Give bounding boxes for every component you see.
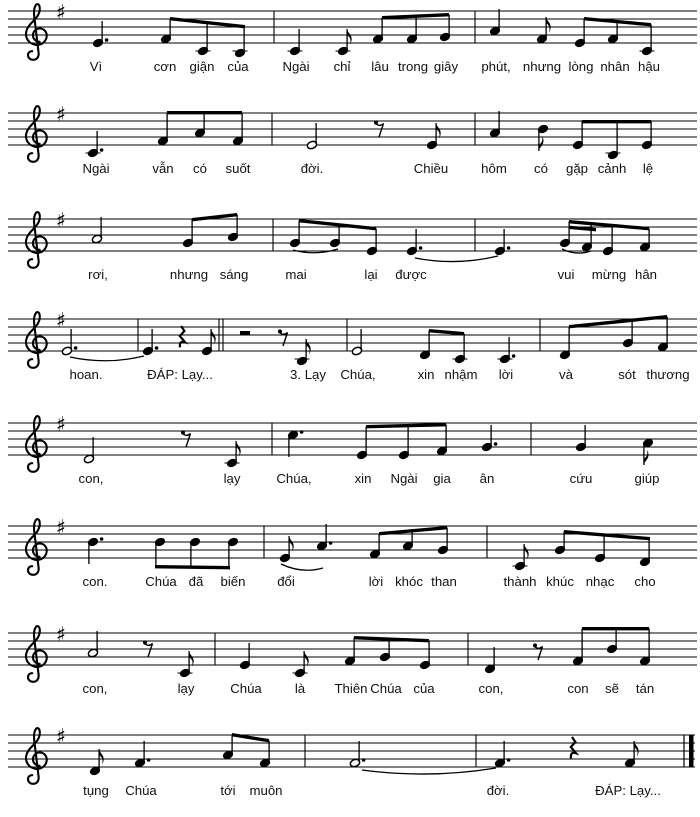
lyric-text: Vì (89, 59, 103, 74)
augmentation-dot (362, 758, 366, 762)
beam (299, 219, 376, 230)
lyric-text: nhân (600, 59, 630, 74)
augmentation-dot (512, 354, 516, 358)
lyric-text: ĐÁP: Lạy... (595, 783, 661, 798)
eighth-rest (181, 430, 185, 434)
treble-clef-icon (26, 4, 47, 60)
lyric-text: trong (397, 59, 429, 74)
key-signature-sharp-icon: ♯ (55, 308, 67, 333)
lyric-text: của (227, 59, 249, 74)
quarter-rest (571, 737, 576, 758)
lyric-text: tụng (83, 783, 109, 798)
lyric-text: hoan. (69, 367, 103, 382)
lyric-text: Chiều (413, 161, 449, 176)
beam (569, 315, 667, 328)
lyric-text: tán (635, 681, 655, 696)
lyric-text: Ngài (390, 471, 418, 486)
lyric-text: Chúa (230, 681, 262, 696)
lyric-text: cảnh (597, 161, 627, 176)
lyric-text: muôn (249, 783, 283, 798)
eighth-flag (524, 544, 529, 560)
eighth-flag (644, 449, 649, 465)
lyric-text: gia (433, 471, 451, 486)
lyric-text: sót (618, 367, 636, 382)
lyric-text: thành (503, 574, 537, 589)
lyric-text: khúc (546, 574, 574, 589)
beam-16th (569, 226, 596, 232)
key-signature-sharp-icon: ♯ (55, 724, 67, 749)
lyric-text: hậu (637, 59, 661, 74)
eighth-flag (289, 536, 294, 552)
quarter-rest (180, 326, 185, 347)
lyric-text: lòng (568, 59, 594, 74)
augmentation-dot (507, 246, 511, 250)
treble-clef-icon (26, 212, 47, 268)
lyric-text: mừng (591, 267, 627, 282)
eighth-flag (306, 339, 311, 355)
lyric-text: đổi (277, 574, 295, 589)
key-signature-sharp-icon: ♯ (55, 515, 67, 540)
key-signature-sharp-icon: ♯ (55, 622, 67, 647)
lyric-text: vẫn (152, 161, 174, 176)
lyric-text: con. (82, 574, 108, 589)
treble-clef-icon (26, 106, 47, 162)
eighth-rest (374, 120, 378, 124)
eighth-flag (236, 441, 241, 457)
beam (366, 423, 446, 428)
eighth-flag (211, 329, 216, 345)
lyric-text: than (431, 574, 457, 589)
eighth-flag (189, 651, 194, 667)
lyric-text: Ngài (82, 161, 110, 176)
augmentation-dot (329, 541, 333, 545)
lyric-text: đời. (300, 161, 324, 176)
lyric-text: lạy (223, 471, 241, 486)
lyric-text: thương (646, 367, 690, 382)
treble-clef-icon (26, 312, 47, 368)
lyric-text: lại (364, 267, 378, 282)
treble-clef-icon (26, 728, 47, 784)
lyric-text: Chúa (125, 783, 157, 798)
lyric-text: lạy (177, 681, 195, 696)
lyric-text: tới (220, 783, 236, 798)
lyric-text: con, (478, 681, 504, 696)
lyric-text: suốt (225, 161, 251, 176)
lyric-text: Chúa, (276, 471, 312, 486)
lyric-text: và (559, 367, 573, 382)
eighth-rest (143, 640, 147, 644)
lyric-text: cứu (569, 471, 593, 486)
lyric-text: là (294, 681, 306, 696)
beam (192, 213, 237, 221)
lyric-text: sáng (219, 267, 249, 282)
beam (564, 530, 650, 540)
lyric-text: 3. Lạy (290, 367, 326, 382)
augmentation-dot (105, 38, 109, 42)
eighth-flag (304, 651, 309, 667)
lyric-text: có (193, 161, 207, 176)
key-signature-sharp-icon: ♯ (55, 208, 67, 233)
lyric-text: giúp (634, 471, 660, 486)
lyric-text: chỉ (333, 59, 351, 74)
treble-clef-icon (26, 519, 47, 575)
eighth-rest (183, 434, 191, 448)
lyric-text: nhưng (522, 59, 562, 74)
key-signature-sharp-icon: ♯ (55, 412, 67, 437)
lyric-text: Thiên (334, 681, 368, 696)
eighth-rest (278, 329, 282, 333)
augmentation-dot (300, 430, 304, 434)
lyric-text: vui (557, 267, 575, 282)
lyric-text: cơn (153, 59, 177, 74)
lyric-text: con, (78, 471, 104, 486)
lyric-text: giận (189, 59, 215, 74)
lyric-text: của (413, 681, 435, 696)
augmentation-dot (419, 246, 423, 250)
key-signature-sharp-icon: ♯ (55, 102, 67, 127)
final-barline-thick (689, 735, 694, 767)
tie (281, 564, 323, 570)
tie (70, 356, 144, 361)
lyric-text: được (395, 267, 427, 282)
lyric-text: nhạc (585, 574, 615, 589)
lyric-text: rơi, (88, 267, 108, 282)
key-signature-sharp-icon: ♯ (55, 0, 67, 25)
treble-clef-icon (26, 626, 47, 682)
beam (429, 329, 464, 335)
lyric-text: có (534, 161, 548, 176)
lyric-text: giây (433, 59, 459, 74)
lyric-text: đã (188, 574, 204, 589)
lyric-text: xin (354, 471, 372, 486)
lyric-text: Chúa, (340, 367, 376, 382)
tie (362, 768, 496, 774)
treble-clef-icon (26, 416, 47, 472)
lyric-text: lâu (371, 59, 389, 74)
lyric-text: hôm (481, 161, 507, 176)
augmentation-dot (507, 758, 511, 762)
eighth-rest (376, 124, 384, 138)
lyric-text: phút, (481, 59, 511, 74)
lyric-text: con (567, 681, 589, 696)
eighth-flag (347, 29, 352, 45)
lyric-text: Chúa (145, 574, 177, 589)
lyric-text: lời (368, 574, 384, 589)
lyric-text: con, (82, 681, 108, 696)
lyric-text: ĐÁP: Lạy... (147, 367, 213, 382)
lyric-text: Ngài (282, 59, 310, 74)
beam (232, 733, 269, 742)
lyric-text: Chúa (370, 681, 402, 696)
lyric-text: cho (634, 574, 656, 589)
tie (415, 256, 498, 262)
augmentation-dot (100, 148, 104, 152)
eighth-flag (436, 123, 441, 139)
augmentation-dot (155, 346, 159, 350)
lyric-text: xin (417, 367, 435, 382)
augmentation-dot (147, 758, 151, 762)
lyric-text: ân (479, 471, 495, 486)
lyric-text: nhưng (169, 267, 209, 282)
augmentation-dot (494, 442, 498, 446)
eighth-rest (533, 643, 537, 647)
lyric-text: biến (220, 574, 246, 589)
lyric-text: khóc (395, 574, 423, 589)
lyric-text: mai (285, 267, 307, 282)
lyric-text: lệ (642, 161, 654, 176)
lyric-text: sẽ (605, 681, 619, 696)
augmentation-dot (100, 537, 104, 541)
lyric-text: hân (634, 267, 658, 282)
eighth-flag (539, 135, 544, 151)
lyric-text: gặp (565, 161, 589, 176)
beam (155, 565, 230, 569)
lyric-text: nhậm (444, 367, 478, 382)
eighth-rest (145, 644, 153, 658)
lyric-text: đời. (486, 783, 510, 798)
augmentation-dot (74, 346, 78, 350)
lyric-text: lời (498, 367, 514, 382)
half-rest (240, 331, 250, 336)
